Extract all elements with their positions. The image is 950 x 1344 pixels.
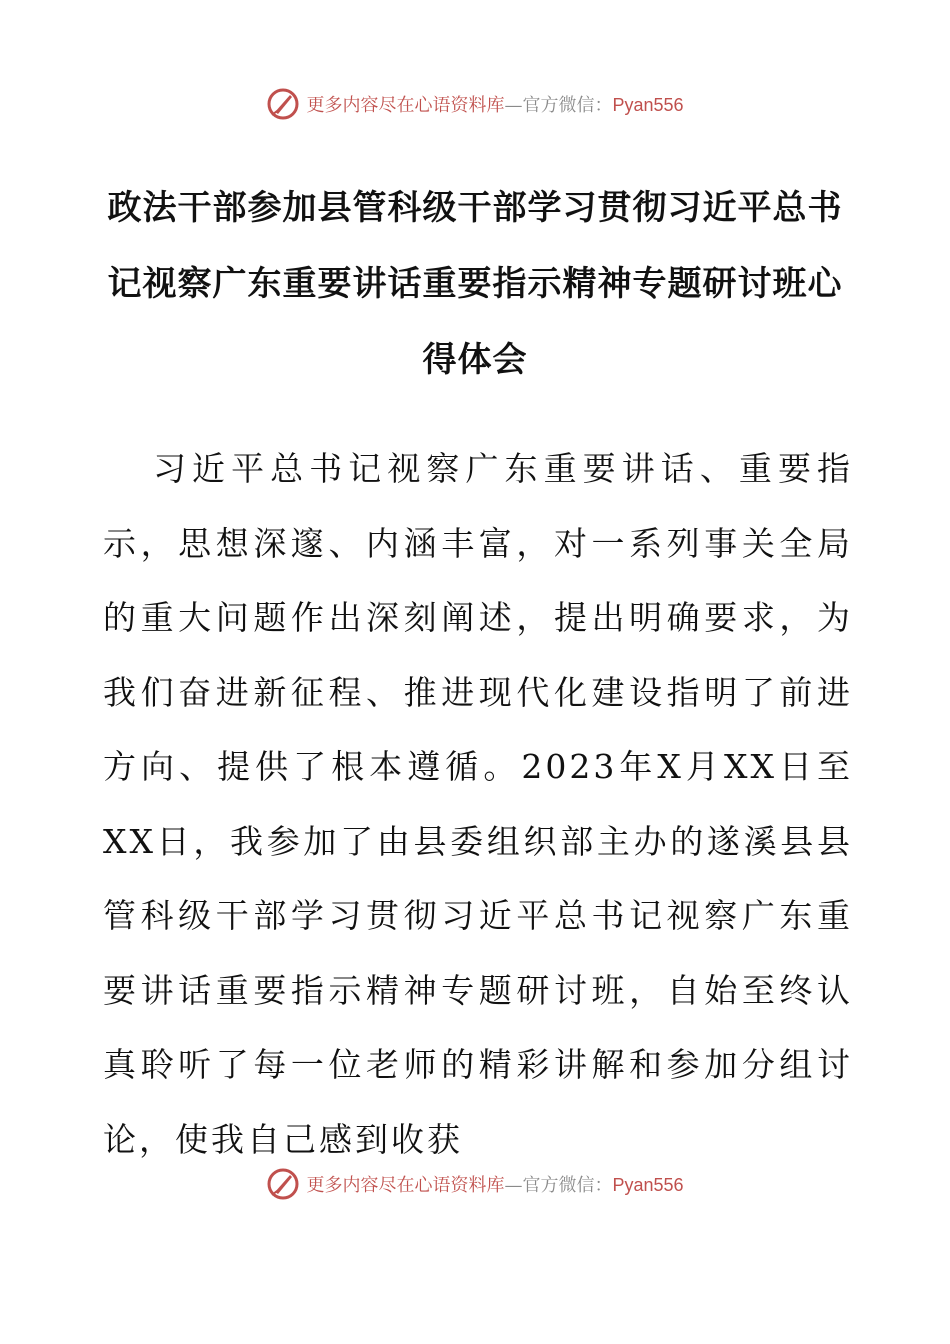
quill-pen-logo-icon [266, 1167, 300, 1201]
watermark-text: 更多内容尽在心语资料库—官方微信：Pyan556 [306, 1175, 684, 1196]
header-watermark [0, 82, 950, 126]
footer-watermark [0, 1162, 950, 1206]
watermark-text: 更多内容尽在心语资料库—官方微信：Pyan556 [306, 95, 684, 116]
quill-pen-logo-icon [266, 87, 300, 121]
body-paragraph: 习近平总书记视察广东重要讲话、重要指示，思想深邃、内涵丰富，对一系列事关全局的重大问题作出深刻阐述，提出明确要求，为我们奋进新征程、推进现代化建设指明了前进方向、提供了根本遵循。2023年X月XX日至XX日，我参加了由县委组织部主办的遂溪县县管科级干部学习贯彻习近平总书记视察广东重要讲话重要指示精神专题研讨班，自始至终认真聆听了每一位老师的精彩讲解和参加分组讨论，使我自己感到收获 [103, 449, 853, 1159]
document-title: 政法干部参加县管科级干部学习贯彻习近平总书记视察广东重要讲话重要指示精神专题研讨班心得体会 [107, 188, 843, 380]
